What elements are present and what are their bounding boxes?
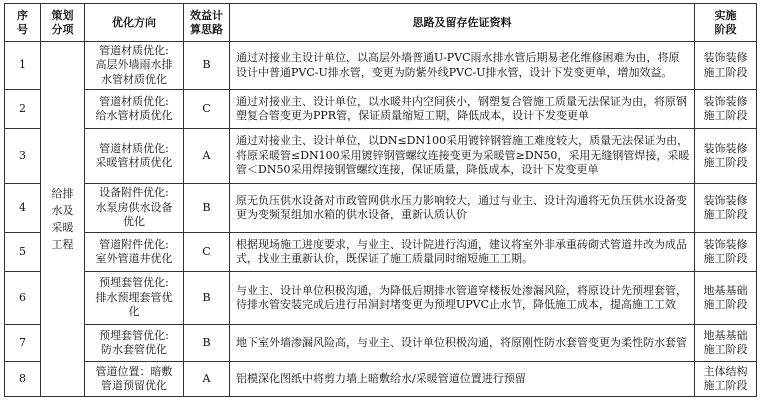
table-row	[5, 272, 757, 325]
row-direction: 管道材质优化: 给水管材质优化	[85, 90, 184, 129]
row-evidence: 地下室外墙渗漏风险高，与业主、设计单位积极沟通，将原刚性防水套管变更为柔性防水套管	[230, 325, 695, 362]
row-evidence: 通过对接业主、设计单位，以水暖井内空间狭小，钢塑复合管施工质量无法保证为由，将原钢塑复合管变更为PPR管，保证质量缩短工期，降低成本，设计下发变更单	[230, 90, 695, 129]
row-phase: 装饰装修 施工阶段	[695, 233, 757, 272]
optimization-plan-table	[4, 3, 757, 397]
header-method: 效益计 算思路	[184, 4, 230, 42]
table-row	[5, 90, 757, 129]
row-evidence: 原无负压供水设备对市政管网供水压力影响较大，通过与业主、设计沟通将无负压供水设备变更为变频泵组加水箱的供水设备，重新认质认价	[230, 184, 695, 233]
row-phase: 装饰装修 施工阶段	[695, 90, 757, 129]
table-row	[5, 42, 757, 90]
row-phase: 地基基础 施工阶段	[695, 272, 757, 325]
row-no: 4	[5, 184, 41, 233]
row-method: B	[184, 272, 230, 325]
row-direction: 设备附件优化: 水泵房供水设备 优化	[85, 184, 184, 233]
row-no: 2	[5, 90, 41, 129]
row-evidence: 根据现场施工进度要求，与业主、设计院进行沟通，建议将室外非承重砖砌式管道井改为成品式，找业主重新认价，既保证了施工质量同时缩短施工工期。	[230, 233, 695, 272]
row-phase: 装饰装修 施工阶段	[695, 129, 757, 184]
category-cell: 给排 水及 采暖 工程	[41, 42, 85, 397]
row-method: B	[184, 184, 230, 233]
row-no: 6	[5, 272, 41, 325]
header-row	[5, 4, 757, 42]
row-evidence: 通过对接业主设计单位，以高层外墙普通U-PVC雨水排水管后期易老化维修困难为由，将原设计中普通PVC-U排水管，变更为防紫外线PVC-U排水管，设计下发变更单，增加效益。	[230, 42, 695, 90]
header-evidence: 思路及留存佐证资料	[230, 4, 695, 42]
row-direction: 管道位置：暗敷 管道预留优化	[85, 362, 184, 397]
row-evidence: 通过对接业主、设计单位，以DN≤DN100采用镀锌钢管施工难度较大，质量无法保证为由，将原采暖管≤DN100采用镀锌钢管螺纹连接变更为采暖管≥DN50，采用无缝钢管焊接，采暖管＜DN50采用焊接钢管螺纹连接，保证质量，降低成本，设计下发变更单	[230, 129, 695, 184]
row-no: 1	[5, 42, 41, 90]
row-direction: 预埋套管优化: 排水预埋套管优 化	[85, 272, 184, 325]
row-method: C	[184, 90, 230, 129]
row-evidence: 铝模深化图纸中将剪力墙上暗敷给水/采暖管道位置进行预留	[230, 362, 695, 397]
row-direction: 管道材质优化: 采暖管材质优化	[85, 129, 184, 184]
table-row	[5, 129, 757, 184]
table-row	[5, 325, 757, 362]
row-direction: 管道附件优化: 室外管道井优化	[85, 233, 184, 272]
table-row	[5, 184, 757, 233]
table-container	[4, 3, 757, 397]
row-method: A	[184, 129, 230, 184]
header-direction: 优化方向	[85, 4, 184, 42]
header-phase: 实施 阶段	[695, 4, 757, 42]
table-row	[5, 233, 757, 272]
row-no: 5	[5, 233, 41, 272]
row-method: A	[184, 362, 230, 397]
row-no: 3	[5, 129, 41, 184]
row-method: B	[184, 325, 230, 362]
row-phase: 装饰装修 施工阶段	[695, 42, 757, 90]
row-phase: 地基基础 施工阶段	[695, 325, 757, 362]
header-category: 策划 分项	[41, 4, 85, 42]
row-phase: 装饰装修 施工阶段	[695, 184, 757, 233]
row-direction: 管道材质优化: 高层外墙雨水排 水管材质优化	[85, 42, 184, 90]
row-direction: 预埋套管优化: 防水套管优化	[85, 325, 184, 362]
header-no: 序 号	[5, 4, 41, 42]
row-phase: 主体结构 施工阶段	[695, 362, 757, 397]
row-no: 7	[5, 325, 41, 362]
table-row	[5, 362, 757, 397]
row-no: 8	[5, 362, 41, 397]
row-method: C	[184, 233, 230, 272]
row-evidence: 与业主、设计单位积极沟通，为降低后期排水管道穿楼板处渗漏风险，将原设计先预埋套管，待排水管安装完成后进行吊洞封堵变更为预埋UPVC止水节，降低施工成本，提高施工工效	[230, 272, 695, 325]
row-method: B	[184, 42, 230, 90]
